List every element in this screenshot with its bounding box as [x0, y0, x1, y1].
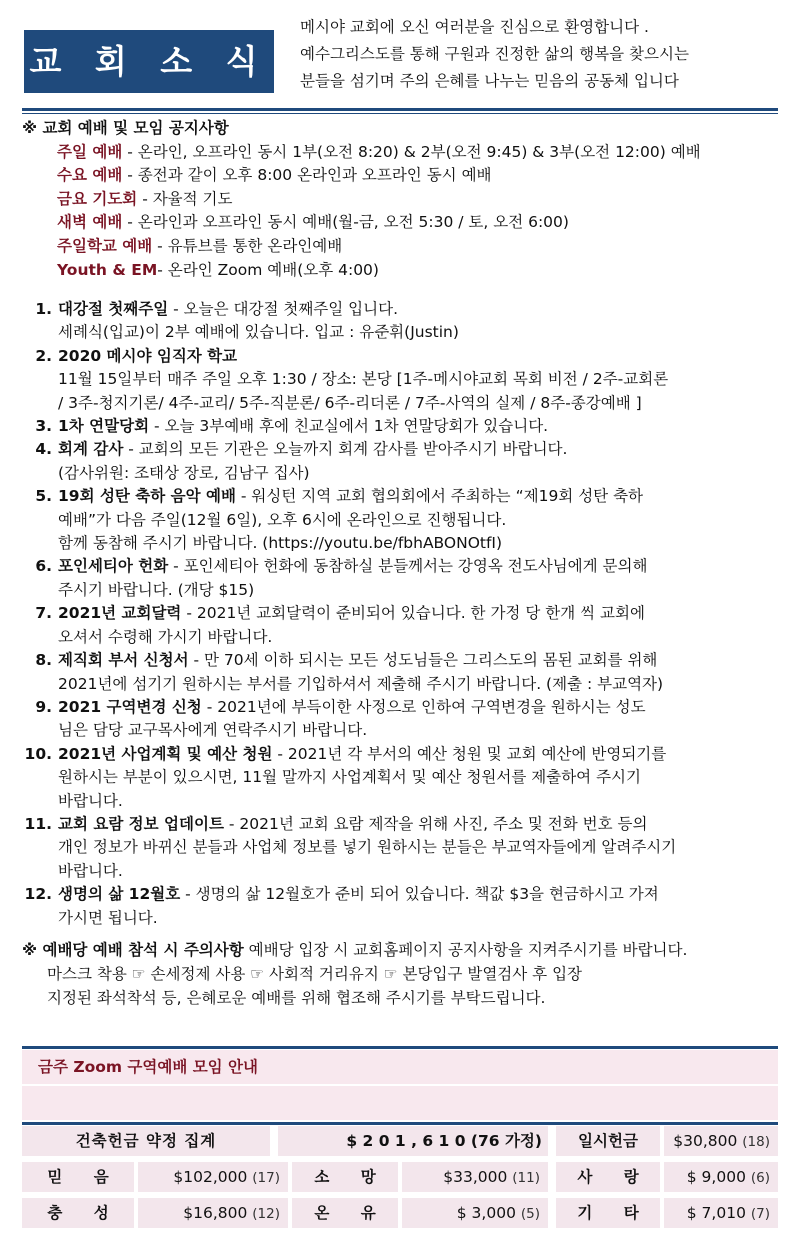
- schedule-text: - 온라인 Zoom 예배(오후 4:00): [157, 260, 379, 279]
- item-text: - 워싱턴 지역 교회 협의회에서 주최하는 “제19회 성탄 축하: [235, 487, 644, 506]
- item-number: 6.: [35, 557, 52, 576]
- item-title: 2021년 교회달력: [58, 604, 182, 623]
- item-title: 2021년 사업계획 및 예산 청원: [58, 744, 273, 763]
- item-text: - 오늘 3부예배 후에 친교실에서 1차 연말당회가 있습니다.: [149, 417, 549, 436]
- item-title: 포인세티아 헌화: [58, 557, 169, 576]
- schedule-text: - 온라인, 오프라인 동시 1부(오전 8:20) & 2부(오전 9:45) & 3부(오전 12:00) 예배: [122, 142, 701, 161]
- divider: [22, 113, 778, 114]
- worship-schedule: [22, 117, 782, 282]
- amount: $30,800: [673, 1132, 738, 1150]
- divider: [22, 108, 778, 111]
- item-continuation: 함께 동참해 주시기 바랍니다. (https://youtu.be/fbhABONOtfI): [58, 534, 503, 553]
- item-continuation: 바랍니다.: [58, 791, 123, 810]
- item-number: 8.: [35, 651, 52, 670]
- count: (5): [520, 1206, 540, 1222]
- item-title: 2020 메시야 임직자 학교: [58, 346, 238, 365]
- offering-amount: [664, 1126, 778, 1156]
- announcement-item: [20, 696, 785, 743]
- schedule-row: [22, 164, 782, 188]
- pledge-label: 건축헌금 약정 집계: [22, 1126, 270, 1156]
- item-number: 2.: [35, 346, 52, 365]
- item-continuation: 주시기 바랍니다. (개당 $15): [58, 580, 255, 599]
- item-title: 교회 요람 정보 업데이트: [58, 814, 224, 833]
- item-text: - 2021년 각 부서의 예산 청원 및 교회 예산에 반영되기를: [272, 744, 667, 763]
- amount: $ 7,010: [686, 1204, 746, 1222]
- announcement-item: [20, 883, 785, 930]
- item-title: 2021 구역변경 신청: [58, 697, 202, 716]
- pledge-total: [278, 1126, 548, 1156]
- item-body: [58, 298, 785, 345]
- offering-label: 일시헌금: [556, 1126, 660, 1156]
- schedule-heading: ※ 교회 예배 및 모임 공지사항: [22, 119, 229, 137]
- item-body: [58, 813, 785, 883]
- item-text: - 오늘은 대강절 첫째주일 입니다.: [168, 300, 399, 318]
- item-number: 12.: [24, 885, 52, 904]
- count: (18): [742, 1134, 770, 1150]
- item-number: 11.: [24, 814, 52, 833]
- announcement-item: [20, 813, 785, 883]
- divider: [22, 1046, 778, 1049]
- item-body: [58, 438, 785, 485]
- welcome-line: 분들을 섬기며 주의 은혜를 나누는 믿음의 공동체 입니다: [300, 72, 679, 90]
- item-body: [58, 415, 785, 438]
- schedule-text: - 온라인과 오프라인 동시 예배(월-금, 오전 5:30 / 토, 오전 6:00): [122, 213, 569, 232]
- schedule-row: [22, 259, 782, 283]
- schedule-label: 주일학교 예배: [57, 236, 153, 255]
- divider: [22, 1122, 778, 1125]
- item-continuation: / 3주-청지기론/ 4주-교리/ 5주-직분론/ 6주-리더론 / 7주-사역의 실제 / 8주-종강예배 ]: [58, 393, 642, 412]
- offering-amount: [664, 1162, 778, 1192]
- announcement-item: [20, 602, 785, 649]
- schedule-label: 새벽 예배: [57, 213, 123, 232]
- amount: $16,800: [183, 1204, 248, 1222]
- item-body: [58, 602, 785, 649]
- zoom-body: [22, 1086, 778, 1120]
- item-body: [58, 555, 785, 602]
- item-title: 19회 성탄 축하 음악 예배: [58, 487, 236, 506]
- item-continuation: 11월 15일부터 매주 주일 오후 1:30 / 장소: 본당 [1주-메시야교회 목회 비전 / 2주-교회론: [58, 370, 669, 389]
- amount: $ 3,000: [456, 1204, 516, 1222]
- schedule-row: [22, 211, 782, 235]
- welcome-line: 메시야 교회에 오신 여러분을 진심으로 환영합니다 .: [300, 18, 649, 36]
- caution-heading: ※ 예배당 예배 참석 시 주의사항: [22, 941, 244, 959]
- item-number: 9.: [35, 697, 52, 716]
- schedule-text: - 종전과 같이 오후 8:00 온라인과 오프라인 동시 예배: [122, 166, 492, 185]
- announcement-item: [20, 345, 785, 415]
- offering-amount: [402, 1198, 548, 1228]
- count: (17): [252, 1170, 280, 1186]
- offering-label: 소 망: [292, 1162, 398, 1192]
- announcement-item: [20, 555, 785, 602]
- zoom-heading: 금주 Zoom 구역예배 모임 안내: [22, 1050, 778, 1084]
- offering-row: [22, 1126, 778, 1162]
- item-text: - 교회의 모든 기관은 오늘까지 회계 감사를 받아주시기 바랍니다.: [123, 440, 568, 459]
- caution-heading-text: 예배당 입장 시 교회홈페이지 공지사항을 지켜주시기를 바랍니다.: [243, 941, 688, 959]
- offering-amount: [664, 1198, 778, 1228]
- announcement-item: [20, 743, 785, 813]
- offering-label: 온 유: [292, 1198, 398, 1228]
- item-title: 제직회 부서 신청서: [58, 651, 189, 670]
- item-number: 5.: [35, 487, 52, 506]
- schedule-row: [22, 188, 782, 212]
- item-body: [58, 883, 785, 930]
- count: (11): [512, 1170, 540, 1186]
- offering-summary: [22, 1126, 778, 1234]
- schedule-label: 수요 예배: [57, 166, 123, 185]
- item-number: 4.: [35, 440, 52, 459]
- item-text: - 2021년 교회 요람 제작을 위해 사진, 주소 및 전화 번호 등의: [223, 814, 648, 833]
- item-continuation: 세례식(입교)이 2부 예배에 있습니다. 입교 : 유준휘(Justin): [58, 323, 459, 342]
- caution-line: 지정된 좌석착석 등, 은혜로운 예배를 위해 협조해 주시기를 부탁드립니다.: [47, 989, 546, 1007]
- announcement-item: [20, 415, 785, 438]
- pledge-amount: $ 2 0 1 , 6 1 0: [346, 1132, 466, 1150]
- item-continuation: 2021년에 섬기기 원하시는 부서를 기입하셔서 제출해 주시기 바랍니다. (제출 : 부교역자): [58, 674, 664, 693]
- announcement-item: [20, 298, 785, 345]
- item-text: - 포인세티아 헌화에 동참하실 분들께서는 강영옥 전도사님에게 문의해: [168, 557, 648, 576]
- item-continuation: 님은 담당 교구목사에게 연락주시기 바랍니다.: [58, 721, 368, 740]
- item-continuation: 오셔서 수령해 가시기 바랍니다.: [58, 627, 273, 646]
- amount: $ 9,000: [686, 1168, 746, 1186]
- amount: $33,000: [443, 1168, 508, 1186]
- item-title: 대강절 첫째주일: [58, 300, 169, 318]
- announcement-item: [20, 438, 785, 485]
- schedule-label: Youth & EM: [57, 260, 158, 279]
- item-text: - 생명의 삶 12월호가 준비 되어 있습니다. 책값 $3을 현금하시고 가져: [180, 885, 659, 904]
- caution-heading-row: [22, 938, 792, 962]
- announcement-item: [20, 649, 785, 696]
- schedule-text: - 유튜브를 통한 온라인예배: [152, 236, 343, 255]
- item-title: 생명의 삶 12월호: [58, 885, 181, 904]
- item-continuation: 원하시는 부분이 있으시면, 11월 말까지 사업계획서 및 예산 청원서를 제출하여 주시기: [58, 768, 642, 787]
- count: (12): [252, 1206, 280, 1222]
- offering-label: 믿 음: [22, 1162, 134, 1192]
- item-body: [58, 743, 785, 813]
- item-text: - 2021년에 부득이한 사정으로 인하여 구역변경을 원하시는 성도: [201, 697, 646, 716]
- item-title: 1차 연말당회: [58, 417, 150, 436]
- bulletin-title: 교 회 소 식: [24, 30, 274, 93]
- schedule-label: 금요 기도회: [57, 189, 138, 208]
- item-continuation: 바랍니다.: [58, 861, 123, 880]
- item-number: 7.: [35, 604, 52, 623]
- item-number: 10.: [24, 744, 52, 763]
- offering-row: [22, 1198, 778, 1234]
- schedule-row: [22, 235, 782, 259]
- pledge-count: (76 가정): [465, 1132, 542, 1150]
- count: (7): [750, 1206, 770, 1222]
- item-continuation: 개인 정보가 바뀌신 분들과 사업체 정보를 넣기 원하시는 분들은 부교역자들에게 알려주시기: [58, 838, 677, 857]
- item-continuation: (감사위원: 조태상 장로, 김남구 집사): [58, 463, 310, 482]
- schedule-row: [22, 141, 782, 165]
- item-number: 3.: [35, 417, 52, 436]
- schedule-text: - 자율적 기도: [137, 189, 233, 208]
- announcement-item: [20, 485, 785, 555]
- offering-label: 사 랑: [556, 1162, 660, 1192]
- welcome-line: 예수그리스도를 통해 구원과 진정한 삶의 행복을 찾으시는: [300, 45, 689, 63]
- count: (6): [750, 1170, 770, 1186]
- offering-label: 충 성: [22, 1198, 134, 1228]
- offering-amount: [402, 1162, 548, 1192]
- announcement-list: [20, 298, 785, 930]
- item-title: 회계 감사: [58, 440, 124, 459]
- amount: $102,000: [173, 1168, 248, 1186]
- schedule-label: 주일 예배: [57, 142, 123, 161]
- offering-row: [22, 1162, 778, 1198]
- caution-line: 마스크 착용 ☞ 손세정제 사용 ☞ 사회적 거리유지 ☞ 본당입구 발열검사 후 입장: [47, 965, 583, 983]
- item-body: [58, 485, 785, 555]
- item-text: - 만 70세 이하 되시는 모든 성도님들은 그리스도의 몸된 교회를 위해: [188, 651, 658, 670]
- offering-amount: [138, 1162, 288, 1192]
- item-body: [58, 345, 785, 415]
- welcome-message: [300, 14, 790, 95]
- attendance-caution: [22, 938, 792, 1010]
- item-body: [58, 649, 785, 696]
- item-continuation: 가시면 됩니다.: [58, 908, 158, 927]
- item-continuation: 예배”가 다음 주일(12월 6일), 오후 6시에 온라인으로 진행됩니다.: [58, 510, 507, 529]
- item-number: 1.: [35, 300, 52, 318]
- item-text: - 2021년 교회달력이 준비되어 있습니다. 한 가정 당 한개 씩 교회에: [181, 604, 645, 623]
- offering-amount: [138, 1198, 288, 1228]
- item-body: [58, 696, 785, 743]
- offering-label: 기 타: [556, 1198, 660, 1228]
